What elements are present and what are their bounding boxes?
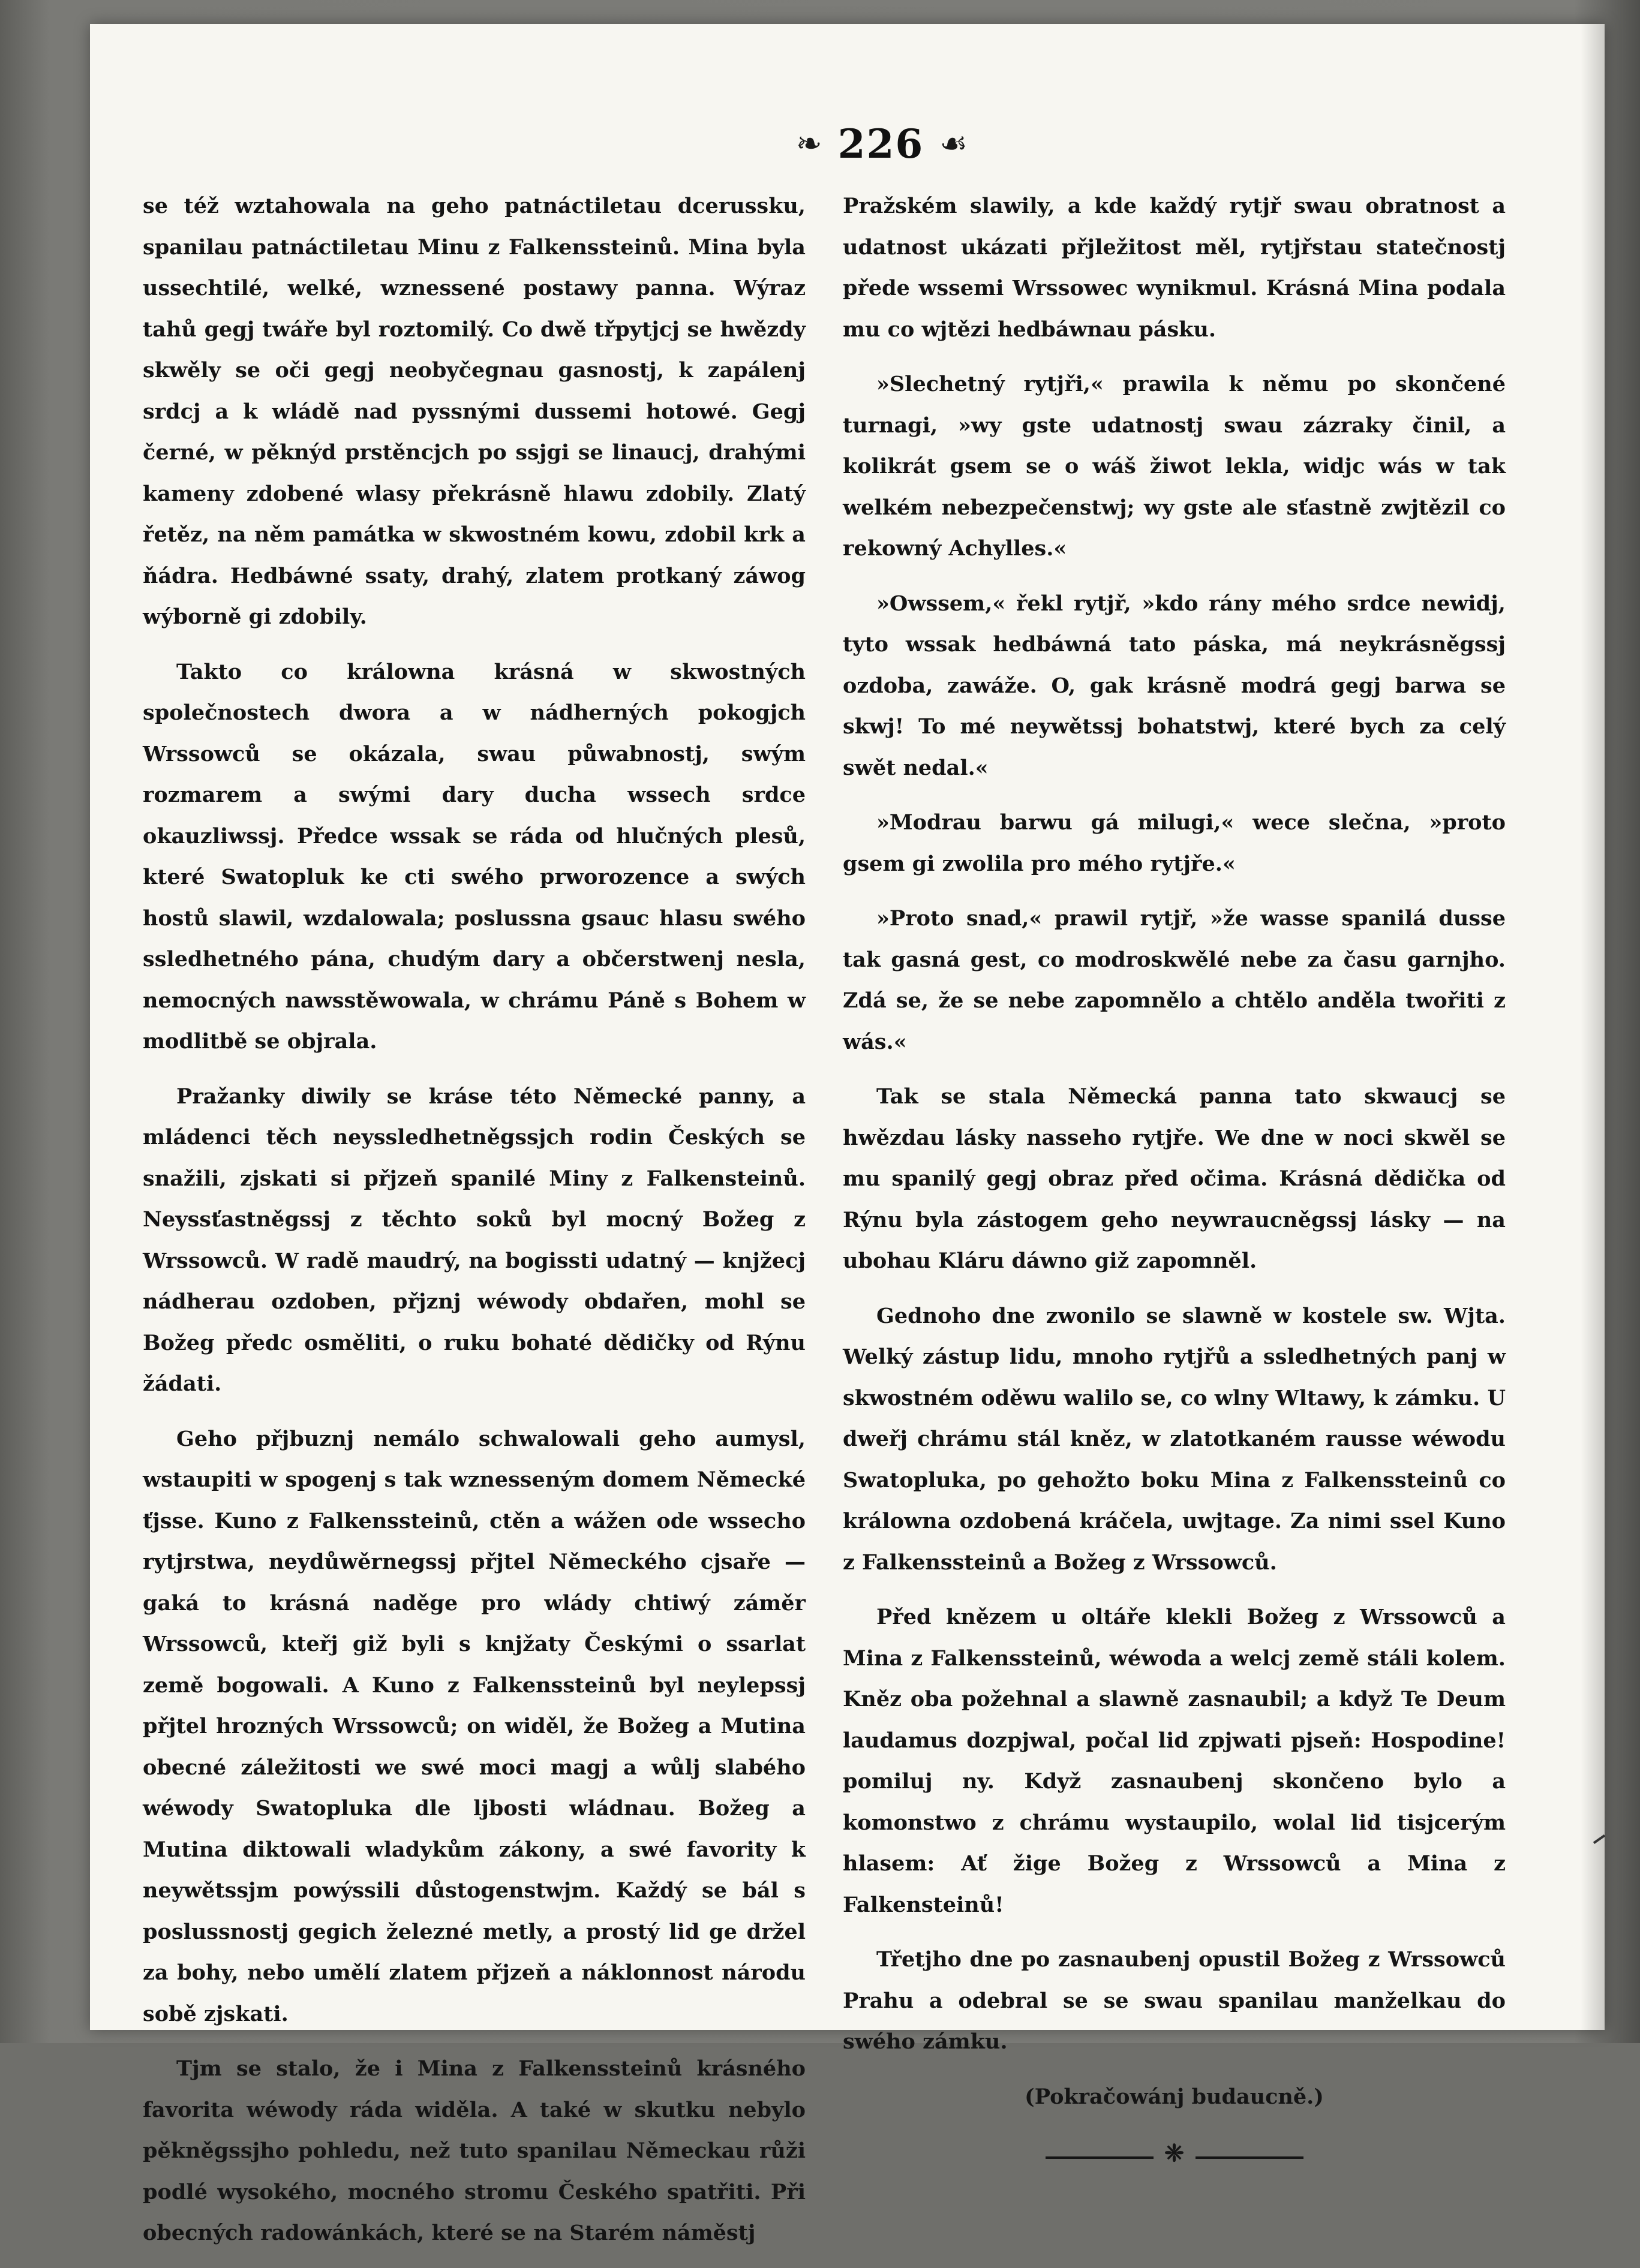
paragraph: Tak se stala Německá panna tato skwaucj se hwězdau lásky nasseho rytjře. We dne w noci skwěl se mu spanilý gegj obraz před očima. Krásná dědička od Rýnu byla zástogem geho neywraucněgssj lásky — na ubohau Kláru dáwno giž zapomněl. <box>843 1084 1506 1273</box>
paragraph: Pražanky diwily se kráse této Německé panny, a mládenci těch neyssledhetněgssjch rodin Českých se snažili, zjskati si přjzeň spanilé Miny z Falkensteinů. Neyssťastněgssj z těchto soků byl mocný Božeg z Wrssowců. W radě maudrý, na bogissti udatný — knjžecj nádherau ozdoben, přjznj wéwody obdařen, mohl se Božeg předc osměliti, o ruku bohaté dědičky od Rýnu žádati. <box>143 1084 806 1396</box>
fleuron-left-icon: ❧ <box>796 126 822 162</box>
fleuron-right-icon: ☙ <box>939 126 968 162</box>
fleuron-rule-icon <box>1046 2139 1303 2169</box>
paragraph: »Proto snad,« prawil rytjř, »že wasse spanilá dusse tak gasná gest, co modroskwělé nebe za času garnjho. Zdá se, že se nebe zapomnělo a chtělo anděla twořiti z wás.« <box>843 906 1506 1054</box>
paragraph: Před knězem u oltáře klekli Božeg z Wrssowců a Mina z Falkenssteinů, wéwoda a welcj země stáli kolem. Kněz oba požehnal a slawně zasnaubil; a když Te Deum laudamus dozpjwal, počal lid zpjwati pjseň: Hospodine! pomiluj ny. Když zasnaubenj skončeno bylo a komonstwo z chrámu wystaupilo, wolal lid tisjcerým hlasem: Ať žige Božeg z Wrssowců a Mina z Falkensteinů! <box>843 1605 1506 1917</box>
paragraph: Pražském slawily, a kde každý rytjř swau obratnost a udatnost ukázati přjležitost měl, rytjřstau statečnostj přede wssemi Wrssowec wynikmul. Krásná Mina podala mu co wjtězi hedbáwnau pásku. <box>843 194 1506 342</box>
paragraph: Tjm se stalo, že i Mina z Falkenssteinů krásného favorita wéwody ráda widěla. A také w skutku nebylo pěkněgssjho pohledu, než tuto spanilau Německau růži podlé wysokého, mocného stromu Českého spatřiti. Při obecných radowánkách, které se na Starém náměstj <box>143 2056 806 2245</box>
paragraph: Gednoho dne zwonilo se slawně w kostele sw. Wjta. Welký zástup lidu, mnoho rytjřů a ssledhetných panj w skwostném oděwu walilo se, co wlny Wltawy, k zámku. U dweřj chrámu stál kněz, w zlatotkaném rausse wéwodu Swatopluka, po gehožto boku Mina z Falkenssteinů co králowna ozdobená kráčela, uwjtage. Za nimi ssel Kuno z Falkenssteinů a Božeg z Wrssowců. <box>843 1303 1506 1575</box>
rule-line-right <box>1196 2156 1303 2159</box>
page-number: 226 <box>837 121 924 167</box>
rule-line-left <box>1046 2156 1154 2159</box>
paragraph: »Slechetný rytjři,« prawila k němu po skončené turnagi, »wy gste udatnostj swau zázraky činil, a kolikrát gsem se o wáš žiwot lekla, widjc wás w tak welkém nebezpečenstwj; wy gste ale sťastně zwjtězil co rekowný Achylles.« <box>843 372 1506 561</box>
paragraph: Třetjho dne po zasnaubenj opustil Božeg z Wrssowců Prahu a odebral se se swau spanilau manželkau do swého zámku. <box>843 1947 1506 2054</box>
continuation-note: (Pokračowánj budaucně.) <box>1025 2084 1324 2109</box>
fleuron-center-icon: ❈ <box>1164 2139 1185 2167</box>
paragraph: Takto co králowna krásná w skwostných společnostech dwora a w nádherných pokogjch Wrssowců se okázala, swau půwabnostj, swým rozmarem a swými dary ducha wssech srdce okauzliwssj. Předce wssak se ráda od hlučných plesů, které Swatopluk ke cti swého prworozence a swých hostů slawil, wzdalowala; poslussna gsauc hlasu swého ssledhetného pána, chudým dary a občerstwenj nesla, nemocných nawsstěwowala, w chrámu Páně s Bohem w modlitbě se objrala. <box>143 659 806 1054</box>
page-header <box>732 114 1032 174</box>
paragraph: se též wztahowala na geho patnáctiletau dcerussku, spanilau patnáctiletau Minu z Falkenssteinů. Mina byla ussechtilé, welké, wznessené postawy panna. Wýraz tahů gegj twáře byl roztomilý. Co dwě třpytjcj se hwězdy skwěly se oči gegj neobyčegnau gasnostj, k zapálenj srdcj a k wládě nad pyssnými dussemi hotowé. Gegj černé, w pěknýd prstěncjch po ssjgi se linaucj, drahými kameny zdobené wlasy překrásně hlawu zdobily. Zlatý řetěz, na něm památka w skwostném kowu, zdobil krk a ňádra. Hedbáwné ssaty, drahý, zlatem protkaný záwog wýborně gi zdobily. <box>143 194 806 629</box>
paragraph: »Owssem,« řekl rytjř, »kdo rány mého srdce newidj, tyto wssak hedbáwná tato páska, má neykrásněgssj ozdoba, zawáže. O, gak krásně modrá gegj barwa se skwj! To mé neywětssj bohatstwj, které bych za celý swět nedal.« <box>843 591 1506 780</box>
left-column <box>143 186 806 2268</box>
paragraph: »Modrau barwu gá milugi,« wece slečna, »proto gsem gi zwolila pro mého rytjře.« <box>843 810 1506 876</box>
paragraph: Geho přjbuznj nemálo schwalowali geho aumysl, wstaupiti w spogenj s tak wznesseným domem Německé ťjsse. Kuno z Falkenssteinů, ctěn a wážen ode wssecho rytjrstwa, neydůwěrnegssj přjtel Německého cjsaře — gaká to krásná naděge pro wlády chtiwý záměr Wrssowců, kteřj giž byli s knjžaty Českými o ssarlat země bogowali. A Kuno z Falkenssteinů byl neylepssj přjtel hrozných Wrssowců; on widěl, že Božeg a Mutina obecné záležitosti we swé moci magj a wůlj slabého wéwody Swatopluka dle ljbosti wládnau. Božeg a Mutina diktowali wladykům zákony, a swé favority k neywětssjm powýssili důstogenstwjm. Každý se bál s poslussnostj gegich železné metly, a prostý lid ge držel za bohy, nebo umělí zlatem přjzeň a náklonnost národu sobě zjskati. <box>143 1426 806 2026</box>
book-page <box>90 24 1605 2245</box>
right-column <box>843 186 1506 2169</box>
page-gutter-shadow <box>1581 24 1605 2030</box>
